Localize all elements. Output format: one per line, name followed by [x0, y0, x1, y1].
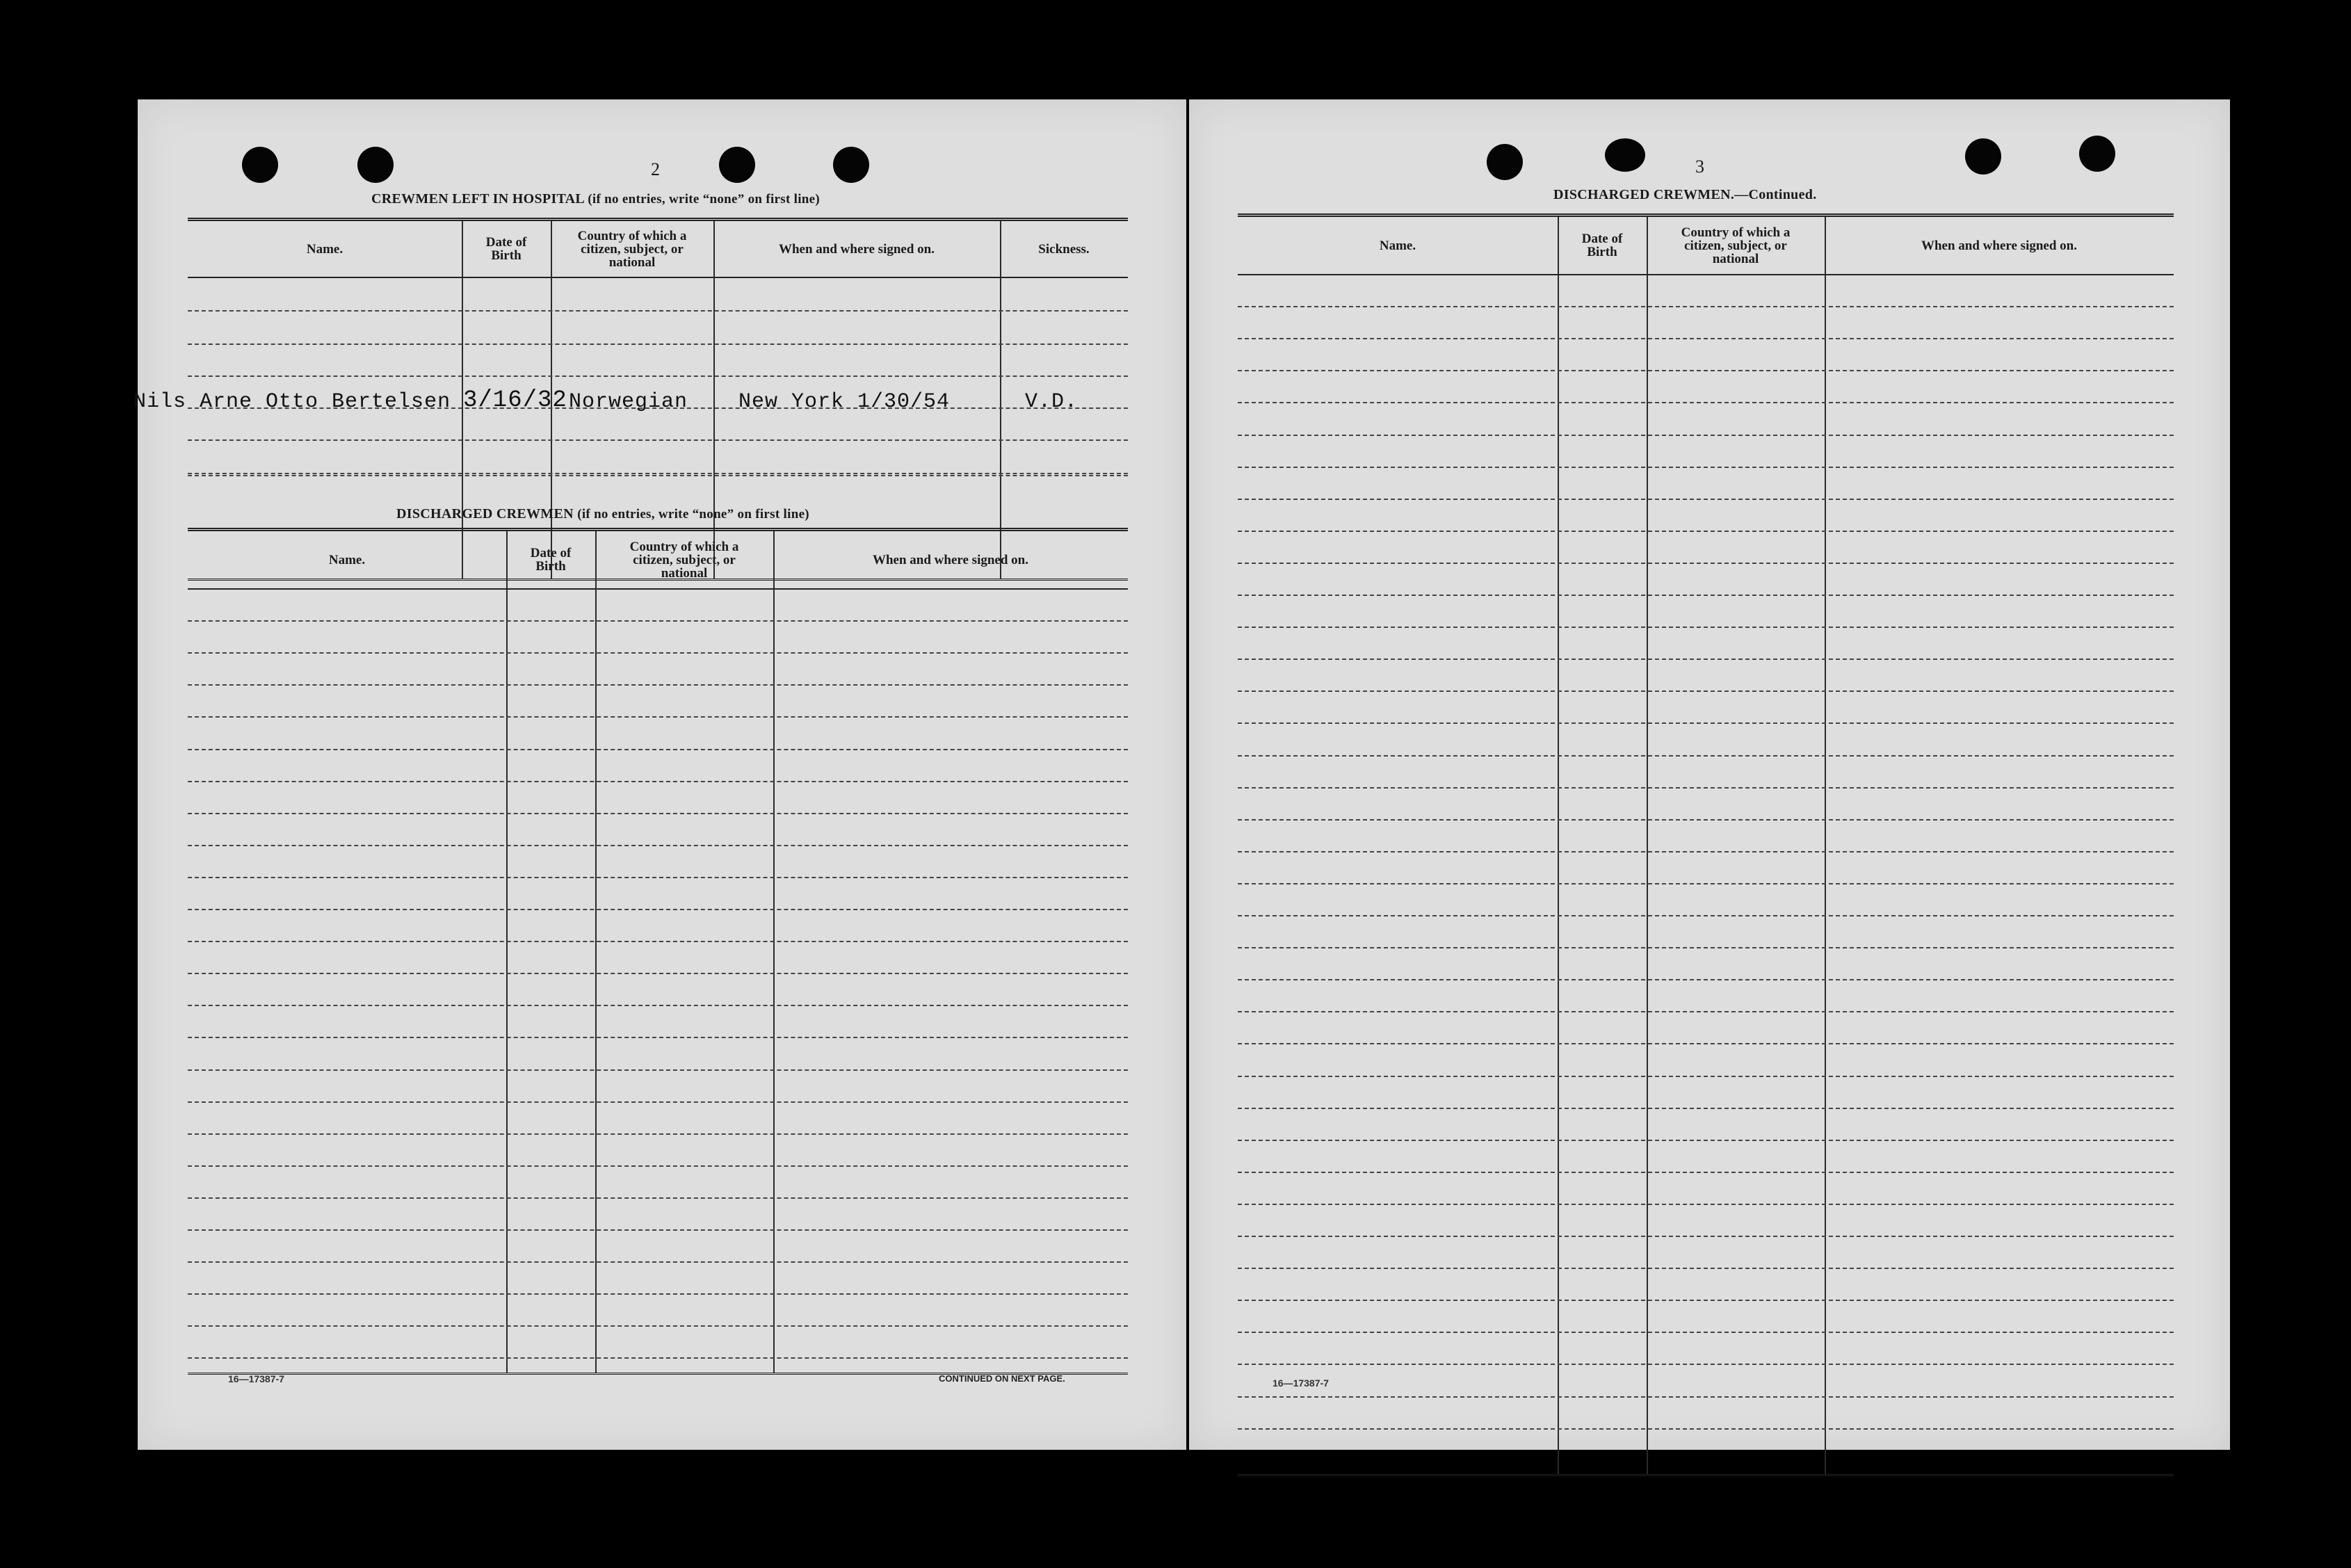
column-divider	[1647, 217, 1648, 1474]
ruled-line	[1238, 563, 2174, 564]
entry-sickness: V.D.	[1025, 390, 1078, 414]
col-header-sickness: Sickness.	[1038, 241, 1090, 257]
ruled-line	[188, 909, 1128, 910]
ruled-line	[1238, 402, 2174, 403]
punch-hole	[1965, 138, 2001, 175]
ruled-line	[1238, 338, 2174, 339]
discharged-continued-header	[1238, 217, 2174, 275]
ruled-line	[1238, 499, 2174, 500]
ruled-line	[188, 652, 1128, 654]
ruled-line	[1238, 819, 2174, 821]
ruled-line	[188, 973, 1128, 974]
ruled-line	[188, 716, 1128, 718]
punch-hole	[1487, 144, 1523, 180]
continued-note: CONTINUED ON NEXT PAGE.	[939, 1373, 1065, 1384]
col-header-name: Name.	[328, 552, 366, 567]
ruled-line	[1238, 1428, 2174, 1430]
ruled-line	[188, 941, 1128, 942]
col-header-signed: When and where signed on.	[872, 552, 1028, 567]
col-header-name: Name.	[306, 241, 344, 257]
ruled-line	[1238, 1011, 2174, 1012]
ruled-line	[1238, 851, 2174, 852]
column-divider	[1825, 217, 1826, 1474]
ruled-line	[188, 749, 1128, 750]
ruled-line	[1238, 1236, 2174, 1237]
ruled-line	[1238, 1396, 2174, 1398]
ruled-line	[188, 310, 1128, 312]
col-header-signed: When and where signed on.	[1921, 238, 2077, 253]
ruled-line	[1238, 787, 2174, 789]
discharged-continued-title: DISCHARGED CREWMEN.—Continued.	[1553, 187, 1817, 202]
col-header-dob: Date of Birth	[1581, 232, 1623, 259]
entry-dob: 3/16/32	[463, 387, 567, 414]
entry-country: Norwegian	[569, 390, 688, 414]
ruled-line	[1238, 979, 2174, 980]
page-number: 2	[651, 159, 660, 179]
ruled-line	[188, 375, 1128, 377]
ruled-line	[1238, 658, 2174, 660]
punch-hole	[2079, 136, 2115, 172]
ruled-line	[188, 845, 1128, 846]
form-code: 16—17387-7	[228, 1373, 284, 1384]
ruled-line	[1238, 467, 2174, 468]
ruled-line	[188, 1197, 1128, 1199]
discharged-continued-table	[1238, 213, 2174, 1476]
punch-hole	[357, 147, 394, 183]
ruled-line	[188, 1229, 1128, 1231]
hospital-table-header	[188, 221, 1128, 278]
ruled-line	[188, 475, 1128, 476]
right-page	[1189, 99, 2230, 1450]
ruled-line	[1238, 1043, 2174, 1044]
ruled-line	[1238, 915, 2174, 916]
ruled-line	[1238, 1364, 2174, 1365]
ruled-line	[1238, 1204, 2174, 1205]
discharged-title-note: (if no entries, write “none” on first line)	[577, 507, 809, 522]
ruled-line	[188, 473, 1128, 474]
ruled-line	[1238, 1268, 2174, 1269]
ruled-line	[1238, 1300, 2174, 1301]
ruled-line	[188, 1005, 1128, 1006]
column-divider	[1558, 217, 1559, 1474]
discharged-table-header	[188, 531, 1128, 590]
column-divider	[595, 531, 597, 1373]
form-code: 16—17387-7	[1273, 1377, 1329, 1389]
discharged-section-title	[396, 506, 809, 522]
ruled-line	[188, 1325, 1128, 1327]
col-header-country: Country of which a citizen, subject, or national	[577, 228, 687, 270]
ruled-line	[1238, 435, 2174, 436]
ruled-line	[188, 813, 1128, 814]
ruled-line	[188, 439, 1128, 441]
ruled-line	[1238, 722, 2174, 724]
ruled-line	[1238, 531, 2174, 532]
ruled-line	[188, 1037, 1128, 1038]
col-header-name: Name.	[1379, 238, 1416, 253]
punch-hole	[1605, 138, 1645, 172]
col-header-signed: When and where signed on.	[778, 241, 935, 257]
ruled-line	[1238, 1332, 2174, 1333]
page-number: 3	[1695, 156, 1704, 177]
punch-hole	[833, 147, 869, 183]
ruled-line	[1238, 306, 2174, 307]
left-page	[134, 99, 1186, 1450]
col-header-country: Country of which a citizen, subject, or national	[629, 539, 739, 581]
ruled-line	[188, 1357, 1128, 1359]
ruled-line	[1238, 883, 2174, 884]
hospital-section-title	[371, 191, 820, 207]
ruled-line	[1238, 1140, 2174, 1141]
discharged-table	[188, 528, 1128, 1375]
ruled-line	[188, 1293, 1128, 1295]
ruled-line	[1238, 627, 2174, 628]
col-header-dob: Date of Birth	[530, 546, 572, 574]
ruled-line	[188, 877, 1128, 878]
ruled-line	[188, 1069, 1128, 1071]
punch-hole	[719, 147, 755, 183]
ruled-line	[1238, 595, 2174, 596]
punch-hole	[242, 147, 278, 183]
ruled-line	[188, 684, 1128, 686]
ruled-line	[188, 620, 1128, 622]
column-divider	[713, 221, 715, 579]
ruled-line	[188, 1261, 1128, 1263]
ruled-line	[1238, 690, 2174, 692]
ruled-line	[188, 781, 1128, 782]
ruled-line	[188, 1165, 1128, 1167]
ruled-line	[1238, 1076, 2174, 1077]
ruled-line	[1238, 370, 2174, 371]
hospital-title-note: (if no entries, write “none” on first line)	[588, 192, 821, 207]
ruled-line	[1238, 755, 2174, 757]
ruled-line	[188, 1101, 1128, 1103]
discharged-title-text: DISCHARGED CREWMEN	[396, 506, 574, 522]
ruled-line	[188, 343, 1128, 345]
entry-signed: New York 1/30/54	[738, 390, 951, 414]
ruled-line	[1238, 1108, 2174, 1109]
ruled-line	[1238, 1172, 2174, 1173]
col-header-dob: Date of Birth	[485, 235, 527, 263]
ruled-line	[188, 1133, 1128, 1135]
entry-name: Nils Arne Otto Bertelsen	[134, 390, 451, 414]
ruled-line	[1238, 947, 2174, 948]
column-divider	[506, 531, 508, 1373]
hospital-title-text: CREWMEN LEFT IN HOSPITAL	[371, 191, 584, 207]
column-divider	[773, 531, 775, 1373]
column-divider	[1000, 221, 1001, 579]
col-header-country: Country of which a citizen, subject, or national	[1681, 225, 1791, 266]
